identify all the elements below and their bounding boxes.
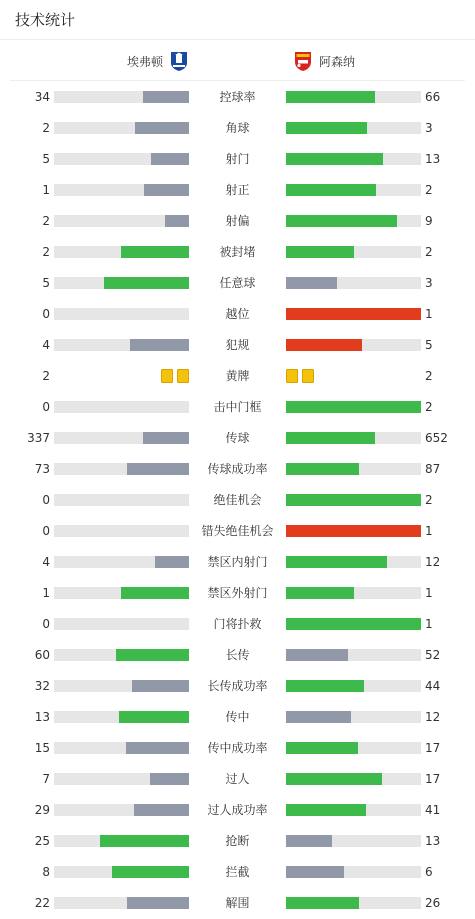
away-bar-track (286, 184, 421, 196)
home-bar-track (54, 804, 189, 816)
yellow-card-icon (161, 369, 173, 383)
away-bar-fill (286, 711, 351, 723)
away-bar-track (286, 587, 421, 599)
away-stat-value: 12 (425, 555, 441, 569)
away-bar-fill (286, 587, 354, 599)
stat-row (0, 391, 475, 422)
home-stat-value: 337 (27, 431, 50, 445)
away-stat-value: 1 (425, 307, 433, 321)
home-bar-track (54, 525, 189, 537)
home-bar-fill (104, 277, 189, 289)
home-bar-track (54, 587, 189, 599)
home-bar-track (54, 463, 189, 475)
away-stat-value: 44 (425, 679, 441, 693)
home-bar-fill (112, 866, 189, 878)
arsenal-crest-icon (292, 50, 314, 72)
away-bar-track (286, 215, 421, 227)
stat-label: 长传 (225, 648, 250, 662)
away-bar-fill (286, 773, 382, 785)
home-bar-fill (143, 91, 189, 103)
away-bar-track (286, 525, 421, 537)
stat-label: 禁区内射门 (207, 555, 268, 569)
away-stat-value: 87 (425, 462, 441, 476)
home-stat-value: 0 (42, 617, 50, 631)
yellow-card-icon (302, 369, 314, 383)
stat-label: 黄牌 (225, 369, 250, 383)
away-stat-value: 12 (425, 710, 441, 724)
stat-label: 击中门框 (213, 400, 262, 414)
away-bar-fill (286, 742, 358, 754)
away-bar-track (286, 401, 421, 413)
away-stat-value: 652 (425, 431, 448, 445)
stat-label: 被封堵 (219, 245, 256, 259)
home-stat-value: 60 (34, 648, 50, 662)
home-bar-track (54, 432, 189, 444)
home-stat-value: 25 (34, 834, 50, 848)
away-bar-track (286, 494, 421, 506)
stat-label: 控球率 (219, 90, 256, 104)
stat-label: 射正 (225, 183, 250, 197)
everton-crest-icon (168, 50, 190, 72)
away-stat-value: 17 (425, 741, 441, 755)
home-bar-track (54, 215, 189, 227)
away-bar-track (286, 897, 421, 909)
home-stat-value: 7 (42, 772, 50, 786)
home-bar-track (54, 680, 189, 692)
home-bar-fill (127, 463, 189, 475)
away-bar-track (286, 649, 421, 661)
home-bar-fill (132, 680, 189, 692)
page-title: 技术统计 (15, 11, 76, 29)
home-bar-track (54, 246, 189, 258)
stat-row (0, 887, 475, 918)
away-bar-fill (286, 91, 375, 103)
home-team[interactable] (127, 50, 190, 72)
away-bar-track (286, 277, 421, 289)
away-stat-value: 3 (425, 121, 433, 135)
away-bar-track (286, 246, 421, 258)
away-stat-value: 2 (425, 183, 433, 197)
stat-label: 过人 (225, 772, 250, 786)
stat-row (0, 205, 475, 236)
away-stat-value: 66 (425, 90, 441, 104)
stat-label: 传中 (225, 710, 250, 724)
home-bar-track (54, 556, 189, 568)
home-stat-value: 13 (34, 710, 50, 724)
stat-label: 传中成功率 (207, 741, 268, 755)
away-bar-track (286, 339, 421, 351)
home-bar-track (54, 277, 189, 289)
away-stat-value: 13 (425, 834, 441, 848)
home-bar-track (54, 711, 189, 723)
away-stat-value: 1 (425, 524, 433, 538)
away-bar-track (286, 153, 421, 165)
stat-row (0, 825, 475, 856)
stat-row (0, 174, 475, 205)
home-bar-track (54, 897, 189, 909)
stat-row (0, 81, 475, 112)
away-bar-fill (286, 680, 364, 692)
stat-row (0, 546, 475, 577)
away-stat-value: 17 (425, 772, 441, 786)
stat-row (0, 577, 475, 608)
stat-row (0, 639, 475, 670)
away-bar-fill (286, 401, 421, 413)
away-bar-fill (286, 215, 397, 227)
away-bar-track (286, 91, 421, 103)
stat-label: 拦截 (225, 865, 250, 879)
teams-header (10, 40, 465, 81)
stat-row (0, 236, 475, 267)
away-bar-track (286, 804, 421, 816)
home-stat-value: 15 (34, 741, 50, 755)
home-stat-value: 1 (42, 183, 50, 197)
away-stat-value: 52 (425, 648, 441, 662)
home-stat-value: 5 (42, 152, 50, 166)
away-bar-track (286, 866, 421, 878)
home-bar-fill (151, 153, 189, 165)
stat-label: 传球成功率 (207, 462, 268, 476)
stat-row (0, 856, 475, 887)
home-stat-value: 32 (34, 679, 50, 693)
home-stat-value: 5 (42, 276, 50, 290)
home-stat-value: 2 (42, 214, 50, 228)
stat-label: 长传成功率 (207, 679, 268, 693)
home-stat-value: 0 (42, 400, 50, 414)
home-stat-value: 34 (34, 90, 50, 104)
away-bar-fill (286, 866, 344, 878)
stats-list (0, 81, 475, 918)
home-bar-track (54, 184, 189, 196)
away-bar-fill (286, 246, 354, 258)
home-bar-fill (165, 215, 189, 227)
home-stat-value: 0 (42, 307, 50, 321)
stat-label: 错失绝佳机会 (201, 524, 274, 538)
away-stat-value: 2 (425, 245, 433, 259)
home-stat-value: 2 (42, 121, 50, 135)
stat-label: 门将扑救 (213, 617, 262, 631)
home-bar-track (54, 773, 189, 785)
home-bar-fill (135, 122, 189, 134)
away-bar-track (286, 432, 421, 444)
away-stat-value: 5 (425, 338, 433, 352)
home-bar-fill (143, 432, 189, 444)
away-bar-track (286, 680, 421, 692)
stat-row (0, 422, 475, 453)
home-stat-value: 4 (42, 555, 50, 569)
stat-row (0, 360, 475, 391)
away-yellow-cards (286, 369, 314, 383)
stat-label: 过人成功率 (207, 803, 268, 817)
home-bar-track (54, 649, 189, 661)
home-bar-fill (134, 804, 189, 816)
away-stat-value: 1 (425, 617, 433, 631)
away-stat-value: 2 (425, 493, 433, 507)
away-bar-fill (286, 618, 421, 630)
home-bar-track (54, 122, 189, 134)
home-stat-value: 0 (42, 493, 50, 507)
stat-row (0, 112, 475, 143)
away-bar-fill (286, 835, 332, 847)
home-bar-track (54, 91, 189, 103)
home-bar-fill (127, 897, 189, 909)
stat-label: 越位 (225, 307, 250, 321)
home-stat-value: 2 (42, 369, 50, 383)
home-bar-fill (121, 246, 189, 258)
away-bar-fill (286, 184, 376, 196)
away-bar-track (286, 122, 421, 134)
away-bar-fill (286, 649, 348, 661)
home-bar-fill (121, 587, 189, 599)
away-bar-track (286, 835, 421, 847)
away-bar-fill (286, 308, 421, 320)
home-bar-fill (116, 649, 189, 661)
away-stat-value: 41 (425, 803, 441, 817)
stat-row (0, 267, 475, 298)
home-bar-fill (100, 835, 189, 847)
stat-row (0, 701, 475, 732)
page-header (0, 0, 475, 40)
stat-row (0, 763, 475, 794)
away-bar-fill (286, 525, 421, 537)
home-bar-track (54, 835, 189, 847)
away-stat-value: 2 (425, 369, 433, 383)
home-stat-value: 0 (42, 524, 50, 538)
yellow-card-icon (177, 369, 189, 383)
home-stat-value: 8 (42, 865, 50, 879)
away-bar-fill (286, 556, 387, 568)
away-bar-track (286, 463, 421, 475)
stat-label: 任意球 (219, 276, 256, 290)
away-stat-value: 1 (425, 586, 433, 600)
stat-row (0, 608, 475, 639)
away-bar-track (286, 742, 421, 754)
away-bar-fill (286, 804, 366, 816)
away-bar-track (286, 308, 421, 320)
home-bar-track (54, 401, 189, 413)
home-bar-fill (150, 773, 189, 785)
home-bar-track (54, 866, 189, 878)
away-bar-fill (286, 897, 359, 909)
away-bar-track (286, 711, 421, 723)
home-bar-track (54, 494, 189, 506)
home-bar-track (54, 153, 189, 165)
home-bar-fill (155, 556, 189, 568)
stat-label: 犯规 (225, 338, 250, 352)
home-stat-value: 2 (42, 245, 50, 259)
stat-label: 传球 (225, 431, 250, 445)
stat-label: 角球 (225, 121, 250, 135)
away-bar-fill (286, 339, 362, 351)
away-bar-track (286, 773, 421, 785)
stat-row (0, 329, 475, 360)
away-bar-fill (286, 432, 375, 444)
away-stat-value: 13 (425, 152, 441, 166)
away-stat-value: 2 (425, 400, 433, 414)
stat-label: 绝佳机会 (213, 493, 262, 507)
away-bar-fill (286, 277, 337, 289)
home-stat-value: 4 (42, 338, 50, 352)
yellow-card-icon (286, 369, 298, 383)
home-bar-fill (130, 339, 189, 351)
stat-row (0, 298, 475, 329)
away-stat-value: 6 (425, 865, 433, 879)
home-stat-value: 1 (42, 586, 50, 600)
stat-label: 解围 (225, 896, 250, 910)
away-bar-fill (286, 494, 421, 506)
stat-row (0, 143, 475, 174)
home-bar-track (54, 339, 189, 351)
home-team-name: 埃弗顿 (126, 54, 163, 69)
home-bar-fill (119, 711, 189, 723)
home-bar-track (54, 742, 189, 754)
home-bar-fill (126, 742, 189, 754)
stat-row (0, 794, 475, 825)
away-bar-fill (286, 463, 359, 475)
away-stat-value: 9 (425, 214, 433, 228)
stat-label: 射门 (225, 152, 250, 166)
stat-label: 抢断 (225, 834, 250, 848)
away-bar-track (286, 556, 421, 568)
home-bar-fill (144, 184, 189, 196)
away-team[interactable] (292, 50, 355, 72)
stat-row (0, 484, 475, 515)
home-stat-value: 73 (34, 462, 50, 476)
home-bar-track (54, 618, 189, 630)
away-bar-track (286, 618, 421, 630)
stat-label: 禁区外射门 (207, 586, 268, 600)
stat-row (0, 670, 475, 701)
stat-label: 射偏 (225, 214, 250, 228)
home-yellow-cards (161, 369, 189, 383)
stat-row (0, 515, 475, 546)
away-bar-fill (286, 122, 367, 134)
home-stat-value: 22 (34, 896, 50, 910)
away-stat-value: 3 (425, 276, 433, 290)
away-team-name: 阿森纳 (319, 54, 356, 69)
home-bar-track (54, 308, 189, 320)
away-bar-fill (286, 153, 383, 165)
home-stat-value: 29 (34, 803, 50, 817)
away-stat-value: 26 (425, 896, 441, 910)
stat-row (0, 732, 475, 763)
stat-row (0, 453, 475, 484)
